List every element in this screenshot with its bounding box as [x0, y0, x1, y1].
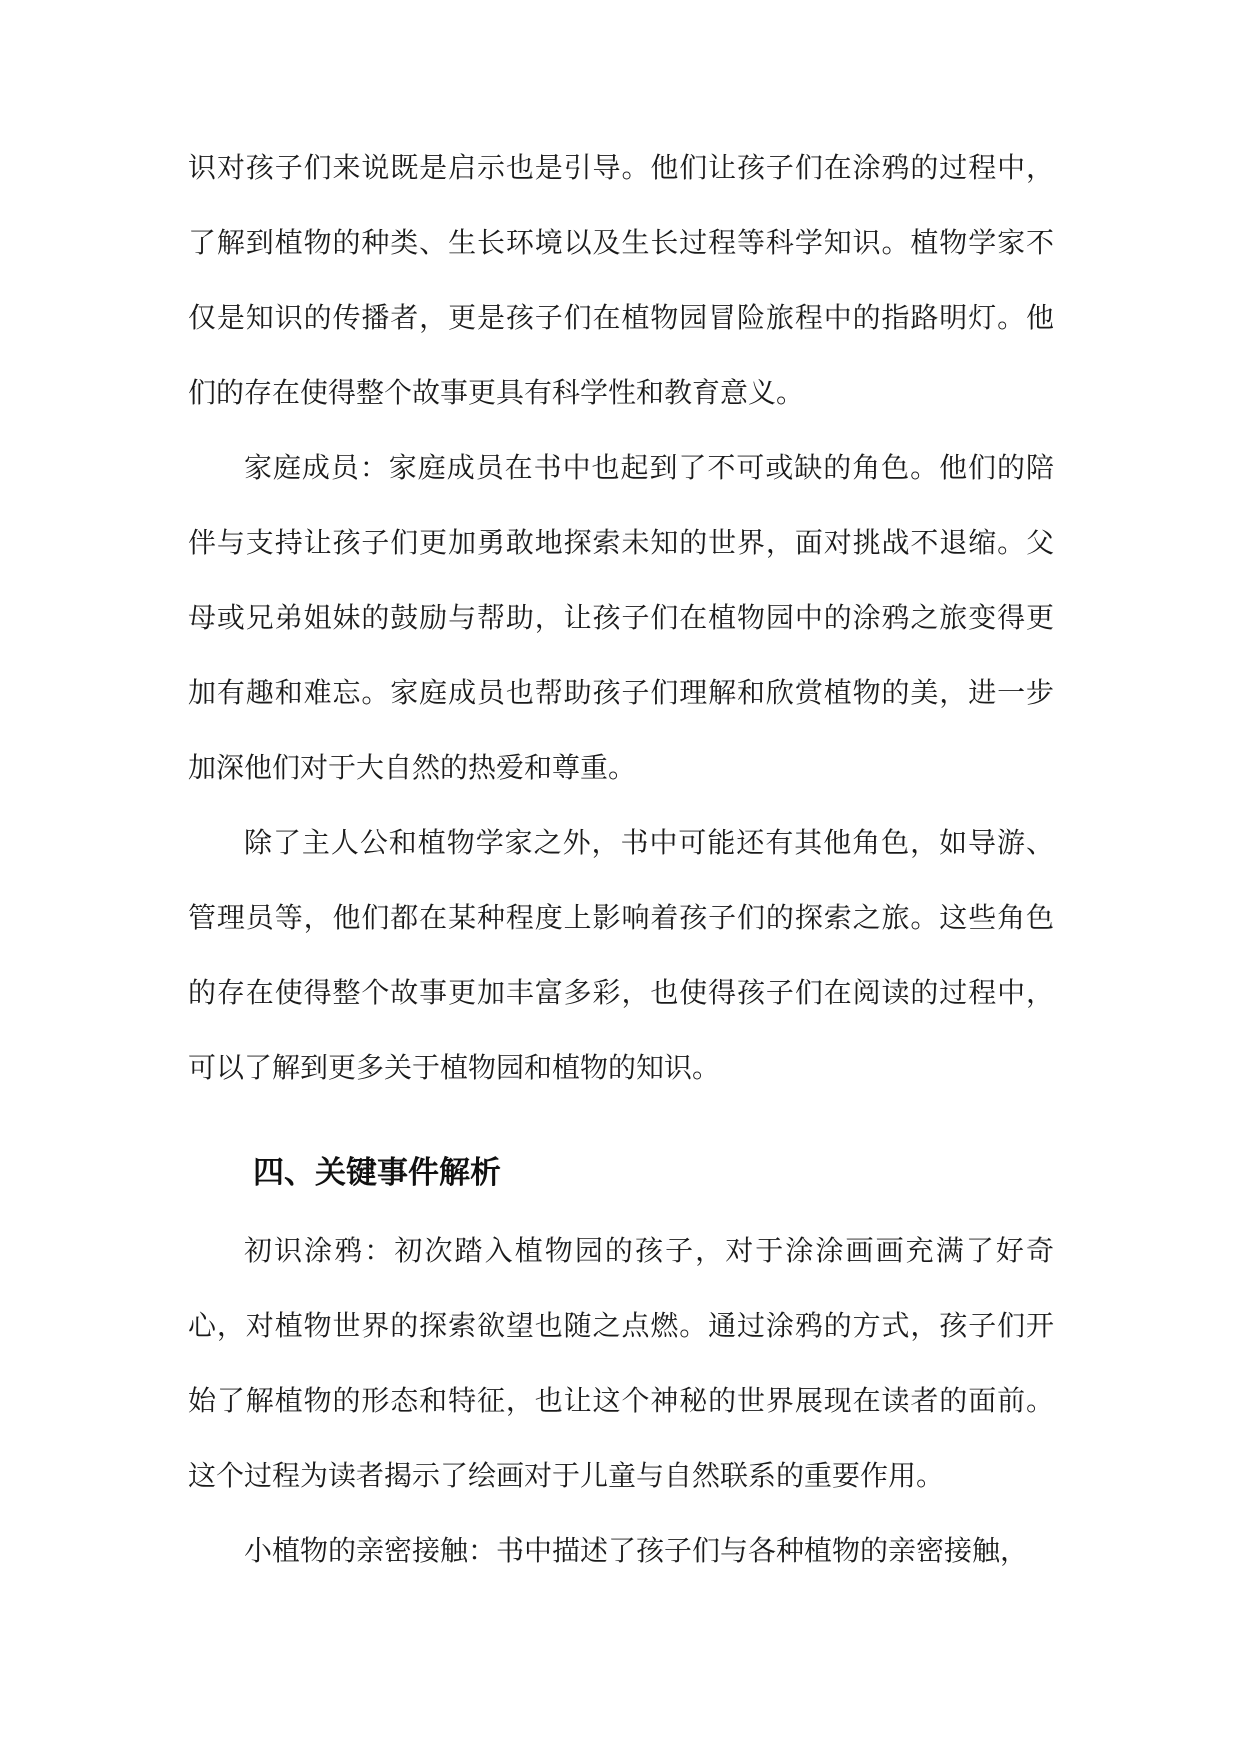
- paragraph-other-characters: 除了主人公和植物学家之外，书中可能还有其他角色，如导游、管理员等，他们都在某种程度上影响着孩子们的探索之旅。这些角色的存在使得整个故事更加丰富多彩，也使得孩子们在阅读的过程中，可以了解到更多关于植物园和植物的知识。: [188, 826, 1054, 1084]
- paragraph-first-graffiti: 初识涂鸦：初次踏入植物园的孩子，对于涂涂画画充满了好奇心，对植物世界的探索欲望也随之点燃。通过涂鸦的方式，孩子们开始了解植物的形态和特征，也让这个神秘的世界展现在读者的面前。这个过程为读者揭示了绘画对于儿童与自然联系的重要作用。: [188, 1234, 1054, 1492]
- document-body: [188, 130, 1054, 1588]
- paragraph-family-members: 家庭成员：家庭成员在书中也起到了不可或缺的角色。他们的陪伴与支持让孩子们更加勇敢地探索未知的世界，面对挑战不退缩。父母或兄弟姐妹的鼓励与帮助，让孩子们在植物园中的涂鸦之旅变得更加有趣和难忘。家庭成员也帮助孩子们理解和欣赏植物的美，进一步加深他们对于大自然的热爱和尊重。: [188, 451, 1054, 784]
- section-heading-key-events: 四、关键事件解析: [253, 1155, 501, 1191]
- paragraph-plant-contact: 小植物的亲密接触：书中描述了孩子们与各种植物的亲密接触，: [244, 1534, 1029, 1567]
- paragraph-botanist-continued: 识对孩子们来说既是启示也是引导。他们让孩子们在涂鸦的过程中，了解到植物的种类、生长环境以及生长过程等科学知识。植物学家不仅是知识的传播者，更是孩子们在植物园冒险旅程中的指路明灯。他们的存在使得整个故事更具有科学性和教育意义。: [188, 151, 1054, 409]
